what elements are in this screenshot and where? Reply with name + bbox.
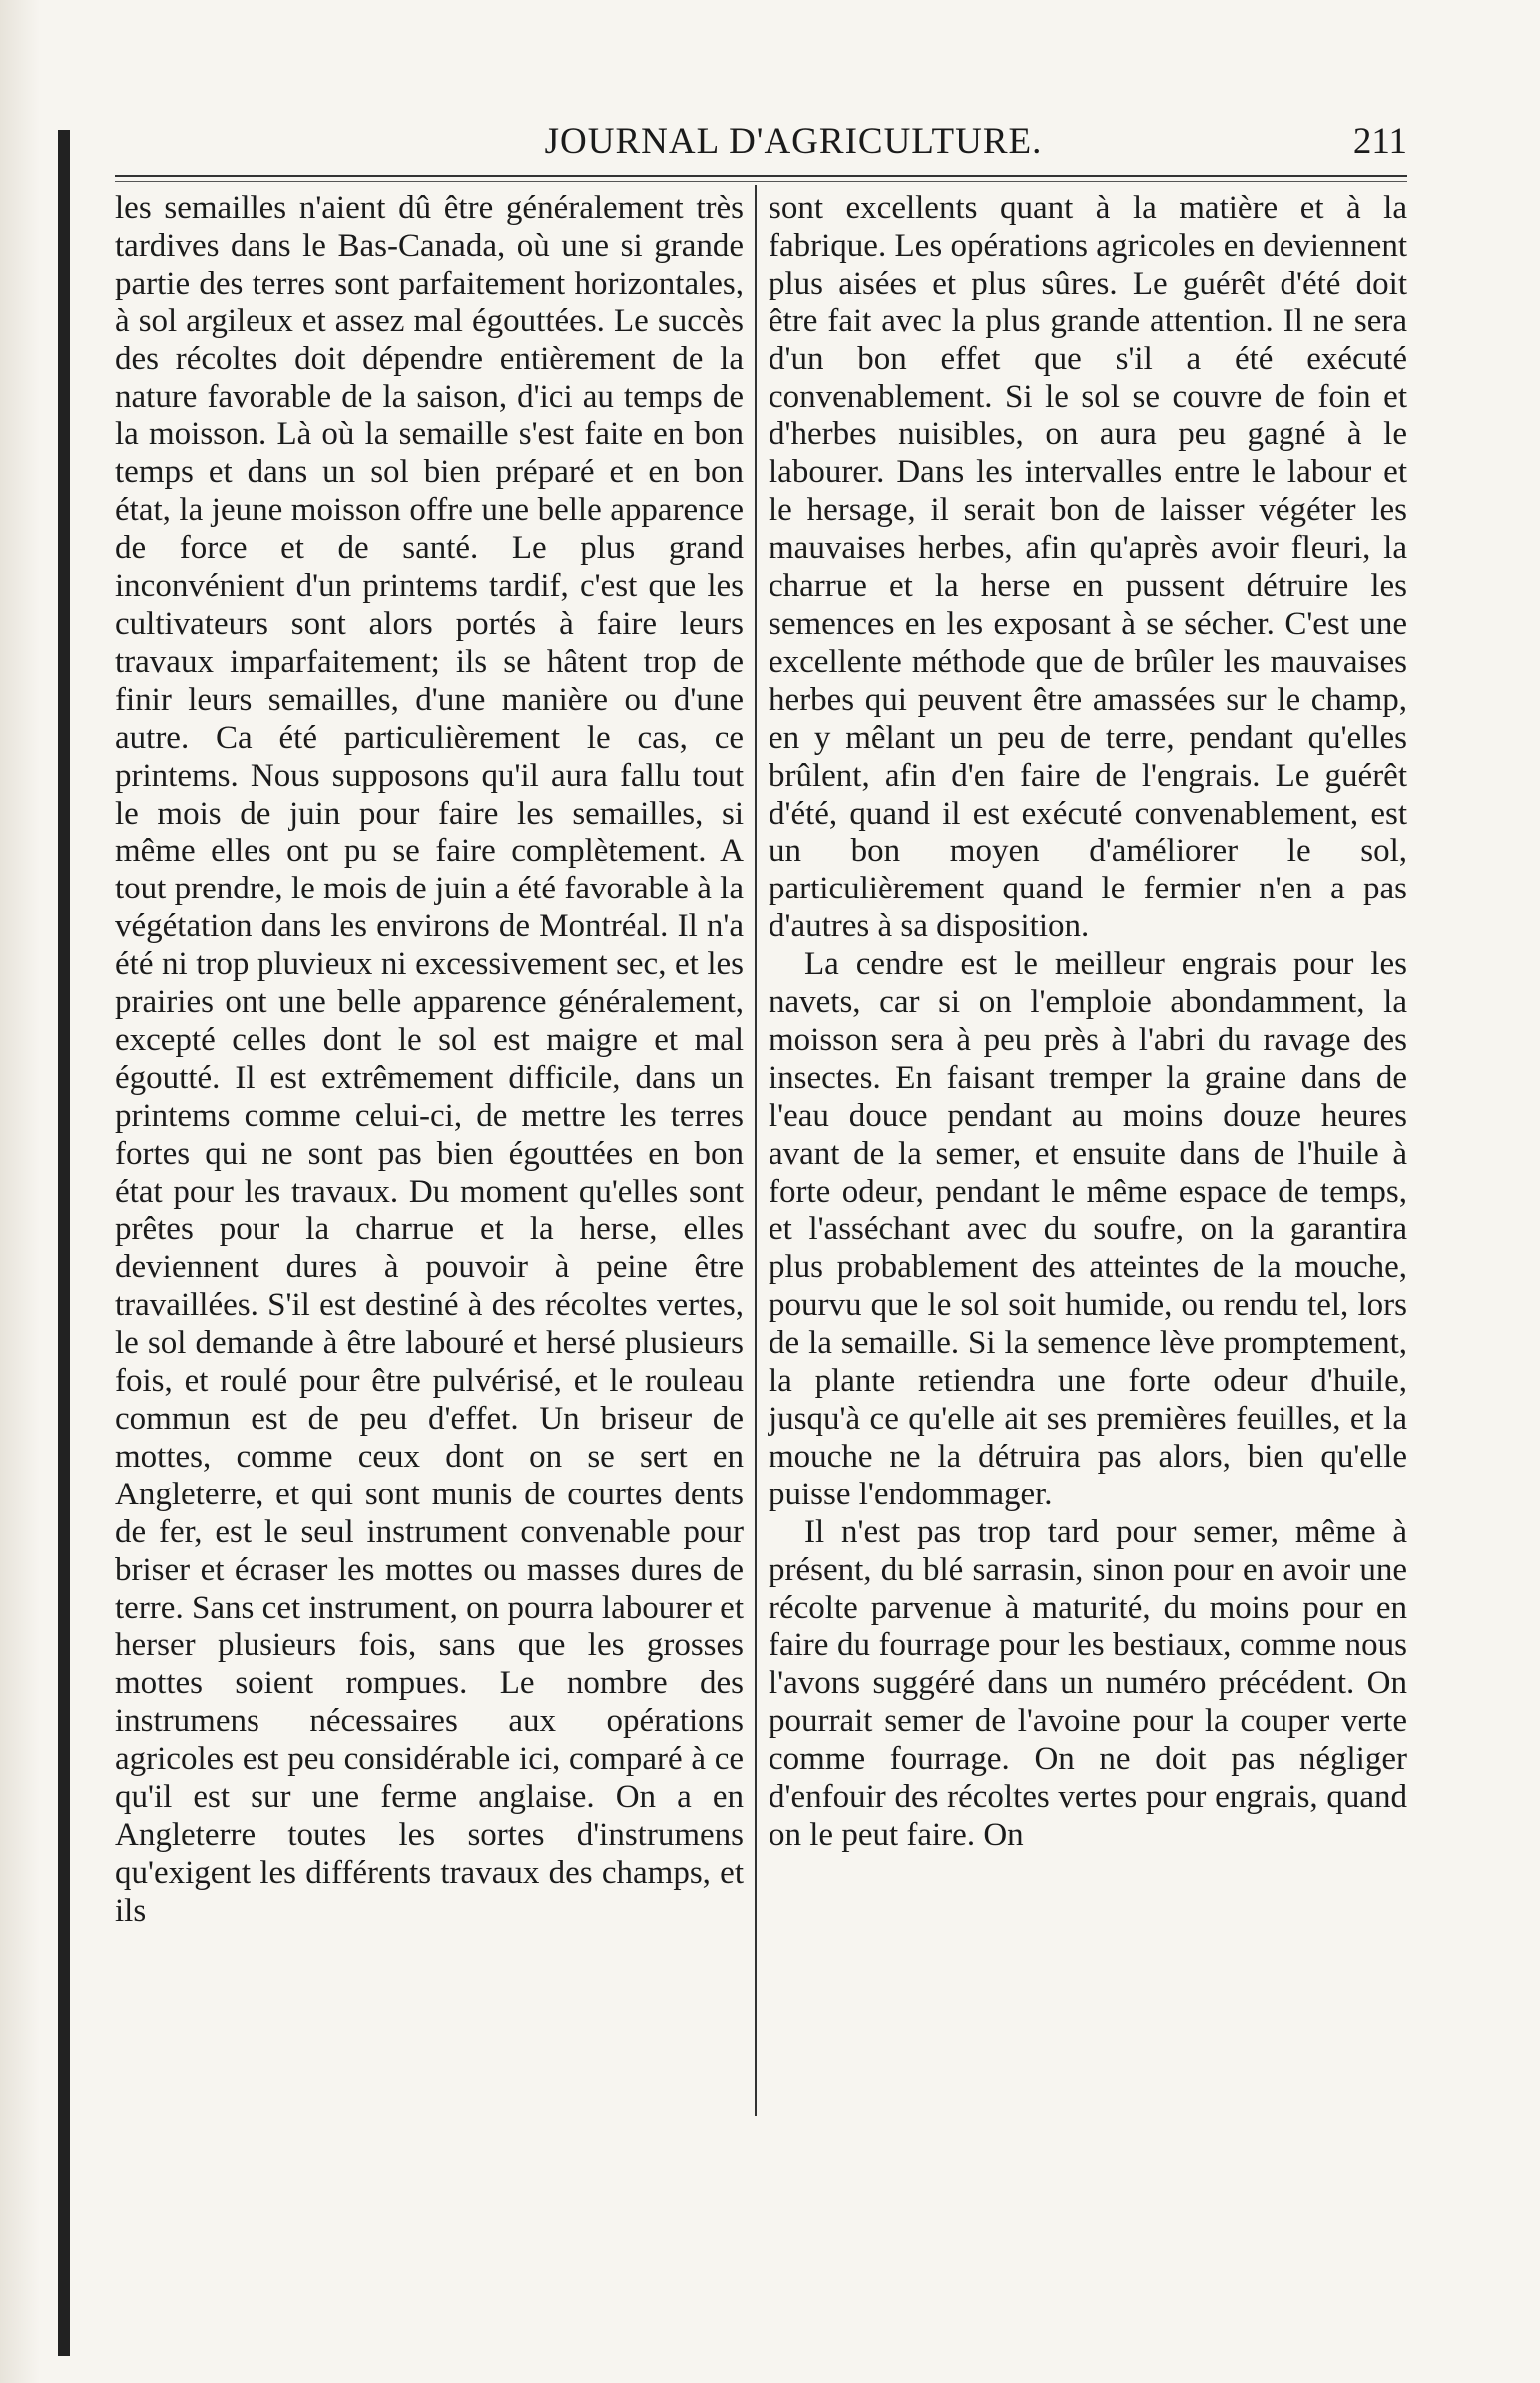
binding-rule — [58, 130, 70, 2356]
left-column — [115, 190, 744, 1931]
left-paragraph-1: les semailles n'aient dû être généralement très tardives dans le Bas-Canada, où une si grande partie des terres sont parfaitement horizontales, à sol argileux et assez mal égouttées. Le succès des récoltes doit dépendre entièrement de la nature favorable de la saison, d'ici au temps de la moisson. Là où la semaille s'est faite en bon temps et dans un sol bien préparé et en bon état, la jeune moisson offre une belle apparence de force et de santé. Le plus grand inconvénient d'un printems tardif, c'est que les cultivateurs sont alors portés à faire leurs travaux imparfaitement; ils se hâtent trop de finir leurs semailles, d'une manière ou d'une autre. Ca été particulièrement le cas, ce printems. Nous supposons qu'il aura fallu tout le mois de juin pour faire les semailles, si même elles ont pu se faire complètement. A tout prendre, le mois de juin a été favorable à la végétation dans les environs de Montréal. Il n'a été ni trop pluvieux ni excessivement sec, et les prairies ont une belle apparence généralement, excepté celles dont le sol est maigre et mal égoutté. Il est extrêmement difficile, dans un printems comme celui-ci, de mettre les terres fortes qui ne sont pas bien égouttées en bon état pour les travaux. Du moment qu'elles sont prêtes pour la charrue et la herse, elles deviennent dures à pouvoir à peine être travaillées. S'il est destiné à des récoltes vertes, le sol demande à être labouré et hersé plusieurs fois, et roulé pour être pulvérisé, et le rouleau commun est de peu d'effet. Un briseur de mottes, comme ceux dont on se sert en Angleterre, et qui sont munis de courtes dents de fer, est le seul instrument convenable pour briser et écraser les mottes ou masses dures de terre. Sans cet instrument, on pourra labourer et herser plusieurs fois, sans que les grosses mottes soient rompues. Le nombre des instrumens nécessaires aux opérations agricoles est peu considérable ici, comparé à ce qu'il est sur une ferme anglaise. On a en Angleterre toutes les sortes d'instrumens qu'exigent les différents travaux des champs, et ils — [115, 190, 744, 1929]
right-paragraph-2: La cendre est le meilleur engrais pour les navets, car si on l'emploie abondamment, la moisson sera à peu près à l'abri du ravage des insectes. En faisant tremper la graine dans de l'eau douce pendant au moins douze heures avant de la semer, et ensuite dans de l'huile à forte odeur, pendant le même espace de temps, et l'asséchant avec du soufre, on la garantira plus probablement des atteintes de la mouche, pourvu que le sol soit humide, ou rendu tel, lors de la semaille. Si la semence lève promptement, la plante retiendra une forte odeur d'huile, jusqu'à ce qu'elle ait ses premières feuilles, et la mouche ne la détruira pas alors, bien qu'elle puisse l'endommager. — [769, 946, 1407, 1512]
column-divider — [755, 185, 757, 2116]
right-paragraph-1: sont excellents quant à la matière et à la fabrique. Les opérations agricoles en deviennent plus aisées et plus sûres. Le guérêt d'été doit être fait avec la plus grande attention. Il ne sera d'un bon effet que s'il a été exécuté convenablement. Si le sol se couvre de foin et d'herbes nuisibles, on aura peu gagné à le labourer. Dans les intervalles entre le labour et le hersage, il serait bon de laisser végéter les mauvaises herbes, afin qu'après avoir fleuri, la charrue et la herse en pussent détruire les semences en les exposant à se sécher. C'est une excellente méthode que de brûler les mauvaises herbes qui peuvent être amassées sur le champ, en y mêlant un peu de terre, pendant qu'elles brûlent, afin d'en faire de l'engrais. Le guérêt d'été, quand il est exécuté convenablement, est un bon moyen d'améliorer le sol, particulièrement quand le fermier n'en a pas d'autres à sa disposition. — [769, 190, 1407, 945]
header-rule — [115, 175, 1407, 182]
right-paragraph-3: Il n'est pas trop tard pour semer, même à présent, du blé sarrasin, sinon pour en avoir une récolte parvenue à maturité, du moins pour en faire du fourrage pour les bestiaux, comme nous l'avons suggéré dans un numéro précédent. On pourrait semer de l'avoine pour la couper verte comme fourrage. On ne doit pas négliger d'enfouir des récoltes vertes pour engrais, quand on le peut faire. On — [769, 1513, 1407, 1853]
page-number: 211 — [1352, 121, 1407, 162]
running-head — [115, 120, 1407, 170]
right-column — [769, 190, 1407, 1855]
journal-title: JOURNAL D'AGRICULTURE. — [544, 121, 1043, 162]
binding-shadow — [0, 0, 40, 2383]
